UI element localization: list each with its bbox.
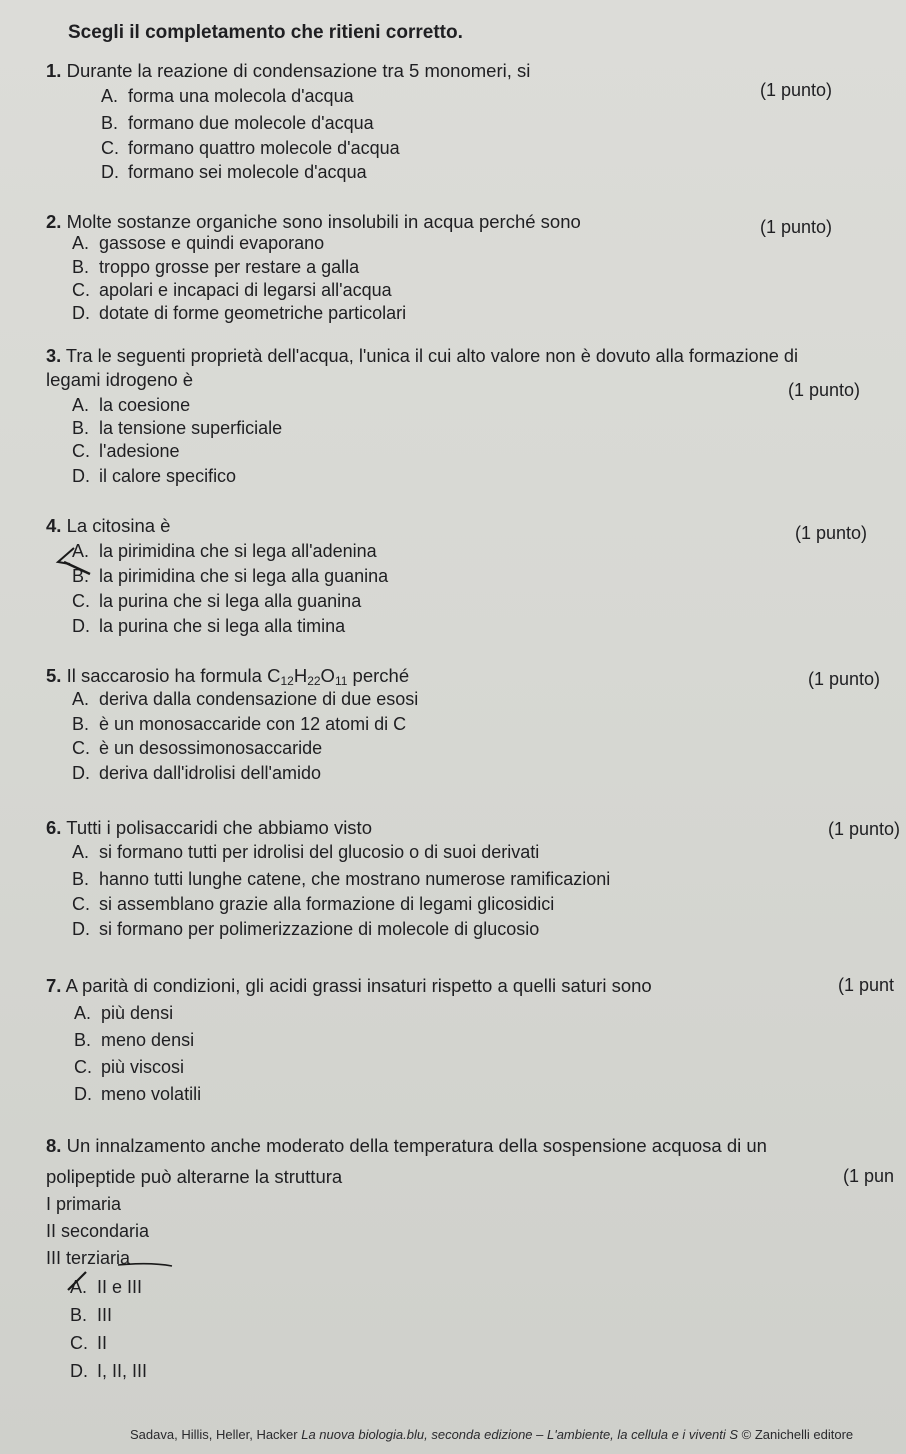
- question-stem: Il saccarosio ha formula C: [66, 665, 281, 686]
- question-number: 5.: [46, 665, 62, 686]
- question-stem-continuation: legami idrogeno è: [46, 369, 194, 390]
- option-letter: D.: [72, 763, 90, 783]
- option-letter: D.: [72, 466, 90, 486]
- question-stem: Tra le seguenti proprietà dell'acqua, l'unica il cui alto valore non è dovuto alla formazione di: [65, 346, 799, 366]
- option-text: più viscosi: [101, 1057, 185, 1077]
- option-letter: A.: [101, 86, 119, 106]
- option-text: forma una molecola d'acqua: [128, 86, 354, 106]
- option-letter: D.: [74, 1084, 92, 1104]
- option-letter: D.: [72, 616, 90, 636]
- option-b: [101, 113, 374, 134]
- option-letter: A.: [72, 395, 90, 415]
- option-letter: A.: [72, 541, 90, 561]
- option-text: la pirimidina che si lega alla guanina: [99, 566, 389, 586]
- option-c: [72, 894, 554, 915]
- option-text: si formano per polimerizzazione di molecole di glucosio: [99, 919, 540, 939]
- formula-element: H: [293, 665, 308, 686]
- option-text: deriva dalla condensazione di due esosi: [99, 689, 419, 709]
- question-5-text: [46, 665, 409, 688]
- option-text: si assemblano grazie alla formazione di legami glicosidici: [99, 894, 555, 914]
- question-8-text: [46, 1135, 767, 1157]
- option-letter: C.: [72, 591, 90, 611]
- option-letter: B.: [72, 257, 90, 277]
- option-d: [70, 1361, 147, 1382]
- option-letter: D.: [101, 162, 119, 182]
- option-letter: A.: [72, 689, 90, 709]
- option-text: il calore specifico: [99, 466, 237, 486]
- question-stem-continuation: polipeptide può alterarne la struttura: [46, 1166, 343, 1187]
- option-letter: B.: [74, 1030, 92, 1050]
- option-text: dotate di forme geometriche particolari: [99, 303, 407, 323]
- statement-ii: II secondaria: [46, 1221, 150, 1241]
- option-letter: B.: [72, 418, 90, 438]
- question-number: 3.: [46, 346, 62, 366]
- option-letter: C.: [72, 894, 90, 914]
- question-stem: Durante la reazione di condensazione tra 5 monomeri, si: [66, 60, 531, 81]
- option-text: II e III: [97, 1277, 143, 1297]
- option-a: [72, 233, 324, 254]
- option-text: hanno tutti lunghe catene, che mostrano numerose ramificazioni: [99, 869, 611, 889]
- option-text: è un monosaccaride con 12 atomi di C: [99, 714, 407, 734]
- question-number: 2.: [46, 211, 62, 232]
- option-letter: C.: [72, 441, 90, 461]
- option-letter: D.: [72, 303, 90, 323]
- option-letter: C.: [72, 280, 90, 300]
- option-a: [72, 395, 190, 416]
- option-text: formano sei molecole d'acqua: [128, 162, 367, 182]
- option-text: meno densi: [101, 1030, 195, 1050]
- source-citation: [130, 1427, 853, 1442]
- option-c: [74, 1057, 184, 1078]
- option-letter: B.: [72, 566, 90, 586]
- option-d: [72, 303, 406, 324]
- option-text: gassose e quindi evaporano: [99, 233, 325, 253]
- option-b: [72, 869, 610, 890]
- question-number: 8.: [46, 1135, 62, 1156]
- option-c: [101, 138, 400, 159]
- option-text: troppo grosse per restare a galla: [99, 257, 360, 277]
- option-text: meno volatili: [101, 1084, 202, 1104]
- question-6-text: [46, 817, 372, 839]
- option-c: [72, 280, 392, 301]
- question-number: 6.: [46, 817, 62, 838]
- citation-title: La nuova biologia.blu, seconda edizione – L'ambiente, la cellula e i viventi S: [301, 1427, 739, 1442]
- option-letter: A.: [70, 1277, 88, 1297]
- option-text: si formano tutti per idrolisi del glucosio o di suoi derivati: [99, 842, 540, 862]
- option-letter: C.: [74, 1057, 92, 1077]
- instruction-heading: Scegli il completamento che ritieni corretto.: [68, 22, 463, 43]
- option-d: [72, 466, 236, 487]
- question-2-text: [46, 211, 581, 233]
- subscript: 12: [280, 674, 294, 688]
- option-d: [72, 919, 539, 940]
- option-letter: B.: [101, 113, 119, 133]
- option-d: [74, 1084, 201, 1105]
- question-number: 7.: [46, 975, 62, 996]
- option-c: [70, 1333, 107, 1354]
- option-a: [72, 541, 377, 562]
- option-d: [101, 162, 367, 183]
- statement-iii: III terziaria: [46, 1248, 131, 1268]
- option-d: [72, 763, 321, 784]
- option-b: [72, 257, 359, 278]
- option-text: la tensione superficiale: [99, 418, 283, 438]
- option-text: l'adesione: [99, 441, 180, 461]
- statement-i: I primaria: [46, 1194, 122, 1214]
- question-7-text: [46, 975, 652, 997]
- question-stem: La citosina è: [66, 515, 171, 536]
- option-text: la pirimidina che si lega all'adenina: [99, 541, 377, 561]
- question-points: (1 punto): [795, 523, 868, 543]
- question-points: (1 punto): [828, 819, 901, 839]
- question-stem-end: perché: [347, 665, 410, 686]
- option-text: formano quattro molecole d'acqua: [128, 138, 400, 158]
- option-b: [72, 566, 388, 587]
- option-text: apolari e incapaci di legarsi all'acqua: [99, 280, 392, 300]
- question-points: (1 punto): [760, 217, 833, 237]
- option-text: formano due molecole d'acqua: [128, 113, 374, 133]
- option-text: III: [97, 1305, 113, 1325]
- question-stem: A parità di condizioni, gli acidi grassi insaturi rispetto a quelli saturi sono: [65, 975, 652, 996]
- option-b: [70, 1305, 112, 1326]
- option-c: [72, 441, 180, 462]
- citation-publisher: © Zanichelli editore: [738, 1427, 854, 1442]
- option-letter: A.: [74, 1003, 92, 1023]
- option-letter: C.: [101, 138, 119, 158]
- option-letter: C.: [70, 1333, 88, 1353]
- option-letter: C.: [72, 738, 90, 758]
- citation-authors: Sadava, Hillis, Heller, Hacker: [130, 1427, 302, 1442]
- option-c: [72, 738, 322, 759]
- option-text: la purina che si lega alla guanina: [99, 591, 362, 611]
- question-points: (1 pun: [843, 1166, 895, 1186]
- formula-element: O: [320, 665, 335, 686]
- option-letter: B.: [72, 869, 90, 889]
- option-text: più densi: [101, 1003, 174, 1023]
- option-text: I, II, III: [97, 1361, 148, 1381]
- option-text: la purina che si lega alla timina: [99, 616, 346, 636]
- subscript: 22: [307, 674, 321, 688]
- question-stem: Un innalzamento anche moderato della temperatura della sospensione acquosa di un: [66, 1135, 767, 1156]
- option-b: [72, 714, 406, 735]
- option-letter: D.: [70, 1361, 88, 1381]
- question-number: 4.: [46, 515, 62, 536]
- question-stem: Molte sostanze organiche sono insolubili in acqua perché sono: [66, 211, 581, 232]
- subscript: 11: [334, 674, 348, 688]
- option-text: è un desossimonosaccaride: [99, 738, 323, 758]
- option-a: [72, 689, 418, 710]
- option-a: [70, 1277, 142, 1298]
- option-b: [74, 1030, 194, 1051]
- option-letter: A.: [72, 842, 90, 862]
- option-text: II: [97, 1333, 108, 1353]
- question-4-text: [46, 515, 170, 537]
- question-1-text: [46, 60, 530, 82]
- option-text: deriva dall'idrolisi dell'amido: [99, 763, 321, 783]
- option-c: [72, 591, 361, 612]
- option-letter: A.: [72, 233, 90, 253]
- question-points: (1 punto): [760, 80, 833, 100]
- option-a: [74, 1003, 173, 1024]
- question-number: 1.: [46, 60, 62, 81]
- question-3-text: [46, 346, 798, 367]
- option-letter: B.: [70, 1305, 88, 1325]
- option-text: la coesione: [99, 395, 191, 415]
- option-letter: D.: [72, 919, 90, 939]
- option-d: [72, 616, 345, 637]
- option-letter: B.: [72, 714, 90, 734]
- option-b: [72, 418, 282, 439]
- option-a: [101, 86, 354, 107]
- question-stem: Tutti i polisaccaridi che abbiamo visto: [66, 817, 372, 838]
- option-a: [72, 842, 539, 863]
- question-points: (1 punto): [788, 380, 861, 400]
- question-points: (1 punto): [808, 669, 881, 689]
- question-points: (1 punt: [838, 975, 895, 995]
